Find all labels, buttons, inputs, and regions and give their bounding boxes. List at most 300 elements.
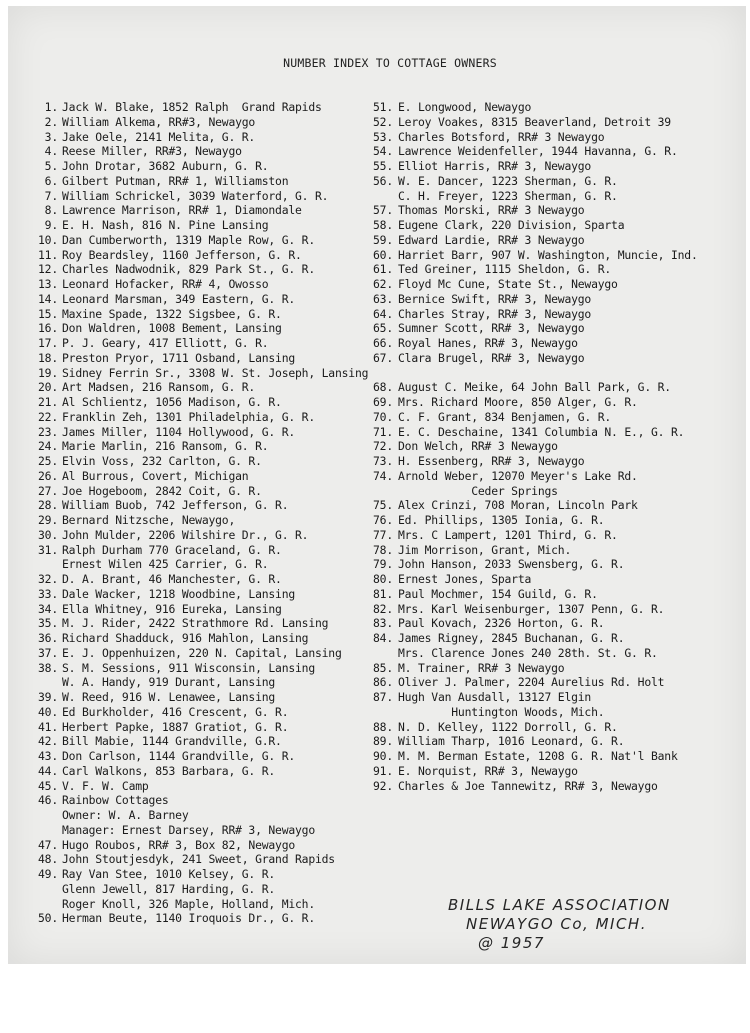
owner-entry: [366, 366, 746, 381]
entry-number: 2.: [44, 114, 58, 129]
entry-text: Jake Oele, 2141 Melita, G. R.: [62, 129, 256, 144]
entry-number: 30.: [38, 527, 58, 542]
handwritten-line: @ 1957: [478, 934, 545, 952]
owner-entry: [36, 336, 372, 351]
entry-text: John Mulder, 2206 Wilshire Dr., G. R.: [62, 527, 309, 542]
entry-number: 24.: [38, 439, 58, 454]
entry-text: Charles Nadwodnik, 829 Park St., G. R.: [62, 262, 315, 277]
handwritten-annotation: [448, 896, 738, 953]
entry-number: 61.: [373, 262, 393, 277]
entry-text: Thomas Morski, RR# 3 Newaygo: [398, 203, 585, 218]
owner-entry: [366, 720, 746, 735]
entry-text: Carl Walkons, 853 Barbara, G. R.: [62, 763, 276, 778]
entry-text: Elvin Voss, 232 Carlton, G. R.: [62, 454, 262, 468]
owner-entry: [366, 690, 746, 705]
entry-text: Ernest Jones, Sparta: [398, 572, 532, 586]
entry-number: 15.: [38, 306, 58, 321]
left-owner-list: [36, 100, 372, 926]
owner-entry: [366, 557, 746, 572]
owner-entry: [36, 646, 372, 661]
owner-entry: [366, 734, 746, 749]
entry-number: 3.: [44, 129, 58, 144]
entry-number: 71.: [373, 424, 393, 439]
owner-entry: [36, 852, 372, 867]
entry-text: John Stoutjesdyk, 241 Sweet, Grand Rapids: [62, 852, 335, 867]
entry-text: Joe Hogeboom, 2842 Coit, G. R.: [62, 483, 262, 498]
entry-number: 12.: [38, 262, 58, 277]
owner-entry: [36, 498, 372, 513]
owner-entry: [36, 513, 372, 528]
entry-text: Manager: Ernest Darsey, RR# 3, Newaygo: [62, 822, 315, 837]
owner-entry: [366, 661, 746, 676]
entry-text: M. J. Rider, 2422 Strathmore Rd. Lansing: [62, 616, 329, 631]
entry-text: Don Welch, RR# 3 Newaygo: [398, 439, 558, 454]
entry-number: 25.: [38, 454, 58, 468]
entry-text: Ray Van Stee, 1010 Kelsey, G. R.: [62, 867, 276, 881]
owner-entry: [36, 675, 372, 690]
owner-entry: [366, 277, 746, 292]
entry-number: 55.: [373, 159, 393, 173]
entry-number: 17.: [38, 336, 58, 350]
entry-text: Elliot Harris, RR# 3, Newaygo: [398, 159, 592, 173]
entry-number: 43.: [38, 749, 58, 763]
owner-entry: [36, 808, 372, 823]
entry-number: 88.: [373, 719, 393, 734]
entry-number: 78.: [373, 542, 393, 557]
entry-number: 19.: [38, 365, 58, 380]
entry-text: Marie Marlin, 216 Ransom, G. R.: [62, 439, 269, 454]
entry-text: Lawrence Weidenfeller, 1944 Havanna, G. R.: [398, 144, 678, 159]
owner-entry: [366, 513, 746, 528]
entry-text: Al Burrous, Covert, Michigan: [62, 468, 249, 483]
entry-number: 59.: [373, 232, 393, 247]
owner-entry: [366, 262, 746, 277]
owner-entry: [36, 100, 372, 115]
entry-number: 48.: [38, 852, 58, 867]
entry-number: 26.: [38, 468, 58, 483]
owner-entry: [36, 764, 372, 779]
entry-number: 89.: [373, 734, 393, 749]
entry-number: 13.: [38, 277, 58, 291]
entry-number: 56.: [373, 173, 393, 188]
entry-number: 5.: [44, 159, 58, 173]
entry-text: Preston Pryor, 1711 Osband, Lansing: [62, 350, 296, 365]
owner-entry: [36, 720, 372, 735]
entry-number: 18.: [38, 350, 58, 365]
entry-number: 86.: [373, 675, 393, 690]
owner-entry: [366, 646, 746, 661]
entry-number: 64.: [373, 306, 393, 321]
entry-text: Leonard Hofacker, RR# 4, Owosso: [62, 277, 269, 291]
entry-text: Leonard Marsman, 349 Eastern, G. R.: [62, 291, 296, 306]
entry-text: Bill Mabie, 1144 Grandville, G.R.: [62, 734, 282, 749]
entry-text: Oliver J. Palmer, 2204 Aurelius Rd. Holt: [398, 675, 665, 690]
owner-entry: [36, 779, 372, 794]
entry-text: Paul Kovach, 2326 Horton, G. R.: [398, 616, 605, 631]
entry-text: E. Longwood, Newaygo: [398, 100, 532, 114]
entry-text: Richard Shadduck, 916 Mahlon, Lansing: [62, 631, 309, 645]
entry-number: 54.: [373, 144, 393, 159]
entry-number: 76.: [373, 513, 393, 527]
entry-text: Jack W. Blake, 1852 Ralph Grand Rapids: [62, 100, 322, 114]
owner-entry: [36, 203, 372, 218]
entry-text: Harriet Barr, 907 W. Washington, Muncie, Ind.: [398, 247, 698, 262]
entry-text: Lawrence Marrison, RR# 1, Diamondale: [62, 203, 302, 218]
owner-entry: [36, 395, 372, 410]
owner-entry: [36, 366, 372, 381]
entry-number: 85.: [373, 660, 393, 675]
entry-number: 28.: [38, 498, 58, 513]
entry-text: Charles Botsford, RR# 3 Newaygo: [398, 129, 605, 144]
owner-entry: [36, 307, 372, 322]
entry-number: 4.: [44, 144, 58, 159]
entry-text: Glenn Jewell, 817 Harding, G. R.: [62, 881, 276, 896]
entry-number: 62.: [373, 277, 393, 291]
entry-text: Leroy Voakes, 8315 Beaverland, Detroit 39: [398, 114, 671, 129]
entry-number: 77.: [373, 527, 393, 542]
entry-number: 35.: [38, 616, 58, 631]
entry-text: Clara Brugel, RR# 3, Newaygo: [398, 350, 585, 365]
entry-text: William Buob, 742 Jefferson, G. R.: [62, 498, 289, 513]
entry-text: Herman Beute, 1140 Iroquois Dr., G. R.: [62, 911, 315, 926]
entry-number: 29.: [38, 513, 58, 527]
entry-text: James Rigney, 2845 Buchanan, G. R.: [398, 631, 625, 645]
entry-number: 87.: [373, 690, 393, 704]
entry-number: 45.: [38, 778, 58, 793]
entry-text: William Schrickel, 3039 Waterford, G. R.: [62, 188, 329, 203]
entry-number: 63.: [373, 291, 393, 306]
owner-entry: [366, 616, 746, 631]
entry-text: Alex Crinzi, 708 Moran, Lincoln Park: [398, 498, 638, 513]
entry-number: 84.: [373, 631, 393, 645]
entry-number: 73.: [373, 454, 393, 468]
entry-text: P. J. Geary, 417 Elliott, G. R.: [62, 336, 269, 350]
entry-text: Roger Knoll, 326 Maple, Holland, Mich.: [62, 896, 315, 911]
entry-text: Mrs. Clarence Jones 240 28th. St. G. R.: [398, 645, 658, 660]
entry-text: E. J. Oppenhuizen, 220 N. Capital, Lansing: [62, 645, 342, 660]
entry-number: 38.: [38, 660, 58, 675]
entry-text: John Hanson, 2033 Swensberg, G. R.: [398, 557, 625, 572]
entry-number: 36.: [38, 631, 58, 645]
owner-entry: [36, 587, 372, 602]
owner-entry: [36, 911, 372, 926]
owner-entry: [36, 248, 372, 263]
owner-entry: [36, 292, 372, 307]
owner-entry: [36, 233, 372, 248]
entry-number: 27.: [38, 483, 58, 498]
owner-entry: [366, 233, 746, 248]
owner-entry: [36, 144, 372, 159]
entry-text: Dale Wacker, 1218 Woodbine, Lansing: [62, 586, 296, 601]
owner-entry: [366, 425, 746, 440]
entry-text: Franklin Zeh, 1301 Philadelphia, G. R.: [62, 409, 315, 424]
owner-entry: [366, 572, 746, 587]
owner-entry: [36, 734, 372, 749]
entry-text: H. Essenberg, RR# 3, Newaygo: [398, 454, 585, 468]
owner-entry: [36, 410, 372, 425]
entry-text: Roy Beardsley, 1160 Jefferson, G. R.: [62, 247, 302, 262]
entry-number: 49.: [38, 867, 58, 881]
entry-number: 33.: [38, 586, 58, 601]
entry-number: 42.: [38, 734, 58, 749]
entry-text: V. F. W. Camp: [62, 778, 149, 793]
entry-text: Jim Morrison, Grant, Mich.: [398, 542, 572, 557]
owner-entry: [366, 469, 746, 484]
entry-number: 20.: [38, 380, 58, 395]
entry-text: Al Schlientz, 1056 Madison, G. R.: [62, 395, 282, 409]
entry-text: Don Carlson, 1144 Grandville, G. R.: [62, 749, 296, 763]
entry-number: 72.: [373, 439, 393, 454]
entry-number: 22.: [38, 409, 58, 424]
entry-text: Don Waldren, 1008 Bement, Lansing: [62, 321, 282, 336]
owner-entry: [366, 587, 746, 602]
owner-entry: [366, 218, 746, 233]
entry-text: Paul Mochmer, 154 Guild, G. R.: [398, 586, 598, 601]
entry-text: Hugo Roubos, RR# 3, Box 82, Newaygo: [62, 837, 296, 852]
entry-number: 9.: [44, 218, 58, 232]
owner-entry: [366, 484, 746, 499]
entry-number: 21.: [38, 395, 58, 409]
entry-text: Herbert Papke, 1887 Gratiot, G. R.: [62, 719, 289, 734]
entry-text: Mrs. Karl Weisenburger, 1307 Penn, G. R.: [398, 601, 665, 616]
entry-text: Owner: W. A. Barney: [62, 808, 189, 822]
entry-number: 92.: [373, 778, 393, 793]
entry-text: Dan Cumberworth, 1319 Maple Row, G. R.: [62, 232, 315, 247]
owner-entry: [366, 336, 746, 351]
entry-number: 52.: [373, 114, 393, 129]
entry-text: Ed Burkholder, 416 Crescent, G. R.: [62, 704, 289, 719]
entry-number: 34.: [38, 601, 58, 616]
owner-entry: [36, 838, 372, 853]
handwritten-line: NEWAYGO Co, MICH.: [466, 915, 647, 933]
owner-entry: [36, 484, 372, 499]
owner-entry: [36, 543, 372, 558]
owner-entry: [36, 189, 372, 204]
entry-text: C. F. Grant, 834 Benjamen, G. R.: [398, 409, 612, 424]
owner-entry: [36, 690, 372, 705]
entry-number: 66.: [373, 336, 393, 350]
entry-number: 83.: [373, 616, 393, 631]
entry-text: Ted Greiner, 1115 Sheldon, G. R.: [398, 262, 612, 277]
entry-text: W. E. Dancer, 1223 Sherman, G. R.: [398, 173, 618, 188]
entry-number: 74.: [373, 468, 393, 483]
owner-entry: [366, 307, 746, 322]
owner-entry: [36, 262, 372, 277]
entry-text: August C. Meike, 64 John Ball Park, G. R.: [398, 380, 671, 395]
owner-entry: [36, 661, 372, 676]
entry-number: 40.: [38, 704, 58, 719]
entry-number: 31.: [38, 542, 58, 557]
entry-text: Maxine Spade, 1322 Sigsbee, G. R.: [62, 306, 282, 321]
entry-text: Bernard Nitzsche, Newaygo,: [62, 513, 236, 527]
entry-text: Bernice Swift, RR# 3, Newaygo: [398, 291, 592, 306]
entry-text: E. Norquist, RR# 3, Newaygo: [398, 763, 578, 778]
owner-entry: [366, 454, 746, 469]
owner-entry: [366, 543, 746, 558]
entry-number: 82.: [373, 601, 393, 616]
owner-entry: [366, 631, 746, 646]
entry-text: Ceder Springs: [398, 483, 558, 498]
entry-text: W. A. Handy, 919 Durant, Lansing: [62, 675, 276, 690]
entry-text: Ed. Phillips, 1305 Ionia, G. R.: [398, 513, 605, 527]
owner-entry: [36, 469, 372, 484]
owner-entry: [36, 380, 372, 395]
entry-text: Charles & Joe Tannewitz, RR# 3, Newaygo: [398, 778, 658, 793]
entry-text: Gilbert Putman, RR# 1, Williamston: [62, 173, 289, 188]
owner-entry: [36, 749, 372, 764]
owner-entry: [366, 321, 746, 336]
owner-entry: [366, 130, 746, 145]
entry-number: 68.: [373, 380, 393, 395]
owner-entry: [36, 882, 372, 897]
entry-text: Huntington Woods, Mich.: [398, 704, 605, 719]
page-title: NUMBER INDEX TO COTTAGE OWNERS: [283, 56, 497, 70]
entry-text: John Drotar, 3682 Auburn, G. R.: [62, 159, 269, 173]
entry-number: 91.: [373, 763, 393, 778]
entry-number: 69.: [373, 395, 393, 409]
owner-entry: [36, 218, 372, 233]
entry-text: William Alkema, RR#3, Newaygo: [62, 114, 256, 129]
entry-text: S. M. Sessions, 911 Wisconsin, Lansing: [62, 660, 315, 675]
entry-number: 37.: [38, 645, 58, 660]
entry-number: 32.: [38, 572, 58, 586]
entry-number: 70.: [373, 409, 393, 424]
owner-entry: [366, 189, 746, 204]
entry-number: 80.: [373, 572, 393, 586]
owner-entry: [366, 248, 746, 263]
entry-text: Charles Stray, RR# 3, Newaygo: [398, 306, 592, 321]
entry-text: Arnold Weber, 12070 Meyer's Lake Rd.: [398, 468, 638, 483]
entry-text: Eugene Clark, 220 Division, Sparta: [398, 218, 625, 232]
entry-text: W. Reed, 916 W. Lenawee, Lansing: [62, 690, 276, 704]
owner-entry: [36, 174, 372, 189]
entry-number: 65.: [373, 321, 393, 336]
entry-text: Reese Miller, RR#3, Newaygo: [62, 144, 242, 159]
owner-entry: [366, 675, 746, 690]
owner-entry: [366, 292, 746, 307]
entry-number: 67.: [373, 350, 393, 365]
entry-text: James Miller, 1104 Hollywood, G. R.: [62, 424, 296, 439]
owner-entry: [36, 439, 372, 454]
entry-text: D. A. Brant, 46 Manchester, G. R.: [62, 572, 282, 586]
entry-text: Mrs. Richard Moore, 850 Alger, G. R.: [398, 395, 638, 409]
owner-entry: [366, 159, 746, 174]
owner-entry: [36, 130, 372, 145]
entry-text: Mrs. C Lampert, 1201 Third, G. R.: [398, 527, 618, 542]
entry-number: 8.: [44, 203, 58, 218]
entry-number: 41.: [38, 719, 58, 734]
entry-number: 10.: [38, 232, 58, 247]
owner-entry: [366, 410, 746, 425]
entry-text: Ralph Durham 770 Graceland, G. R.: [62, 542, 282, 557]
entry-number: 58.: [373, 218, 393, 232]
owner-entry: [366, 395, 746, 410]
entry-number: 79.: [373, 557, 393, 572]
entry-number: 6.: [44, 173, 58, 188]
entry-text: Ernest Wilen 425 Carrier, G. R.: [62, 557, 269, 572]
owner-entry: [366, 528, 746, 543]
owner-entry: [36, 425, 372, 440]
entry-number: 57.: [373, 203, 393, 218]
entry-number: 81.: [373, 586, 393, 601]
entry-text: M. M. Berman Estate, 1208 G. R. Nat'l Bank: [398, 749, 678, 763]
entry-text: Ella Whitney, 916 Eureka, Lansing: [62, 601, 282, 616]
owner-entry: [36, 867, 372, 882]
entry-text: C. H. Freyer, 1223 Sherman, G. R.: [398, 188, 618, 203]
owner-entry: [36, 602, 372, 617]
entry-text: Floyd Mc Cune, State St., Newaygo: [398, 277, 618, 291]
entry-number: 14.: [38, 291, 58, 306]
owner-entry: [366, 100, 746, 115]
entry-text: Rainbow Cottages: [62, 793, 169, 808]
entry-number: 60.: [373, 247, 393, 262]
owner-entry: [36, 351, 372, 366]
entry-number: 90.: [373, 749, 393, 763]
entry-text: Art Madsen, 216 Ransom, G. R.: [62, 380, 256, 395]
owner-entry: [366, 380, 746, 395]
owner-entry: [366, 749, 746, 764]
owner-entry: [366, 144, 746, 159]
owner-entry: [36, 823, 372, 838]
entry-text: M. Trainer, RR# 3 Newaygo: [398, 660, 565, 675]
owner-entry: [36, 631, 372, 646]
owner-entry: [366, 705, 746, 720]
entry-number: 44.: [38, 763, 58, 778]
entry-number: 39.: [38, 690, 58, 704]
owner-entry: [366, 115, 746, 130]
owner-entry: [366, 764, 746, 779]
entry-text: E. C. Deschaine, 1341 Columbia N. E., G. R.: [398, 424, 685, 439]
owner-entry: [36, 557, 372, 572]
owner-entry: [36, 897, 372, 912]
owner-entry: [366, 779, 746, 794]
entry-number: 16.: [38, 321, 58, 336]
entry-number: 1.: [44, 100, 58, 114]
owner-entry: [36, 115, 372, 130]
owner-entry: [36, 705, 372, 720]
owner-entry: [36, 277, 372, 292]
entry-text: N. D. Kelley, 1122 Dorroll, G. R.: [398, 719, 618, 734]
entry-number: 23.: [38, 424, 58, 439]
entry-number: 46.: [38, 793, 58, 808]
entry-number: 75.: [373, 498, 393, 513]
owner-entry: [366, 174, 746, 189]
owner-entry: [366, 439, 746, 454]
entry-number: 11.: [38, 247, 58, 262]
owner-entry: [36, 572, 372, 587]
entry-text: E. H. Nash, 816 N. Pine Lansing: [62, 218, 269, 232]
owner-entry: [36, 321, 372, 336]
entry-text: Edward Lardie, RR# 3 Newaygo: [398, 232, 585, 247]
owner-entry: [366, 351, 746, 366]
owner-entry: [36, 454, 372, 469]
entry-number: 50.: [38, 911, 58, 926]
owner-entry: [36, 528, 372, 543]
handwritten-line: BILLS LAKE ASSOCIATION: [448, 896, 671, 914]
entry-text: Royal Hanes, RR# 3, Newaygo: [398, 336, 578, 350]
owner-entry: [366, 498, 746, 513]
entry-number: 53.: [373, 129, 393, 144]
entry-number: 51.: [373, 100, 393, 114]
entry-text: Sidney Ferrin Sr., 3308 W. St. Joseph, Lansing: [62, 365, 369, 380]
owner-entry: [366, 602, 746, 617]
owner-entry: [36, 159, 372, 174]
owner-entry: [366, 203, 746, 218]
right-owner-list: [366, 100, 746, 793]
entry-text: William Tharp, 1016 Leonard, G. R.: [398, 734, 625, 749]
entry-number: 7.: [44, 188, 58, 203]
entry-number: 47.: [38, 837, 58, 852]
